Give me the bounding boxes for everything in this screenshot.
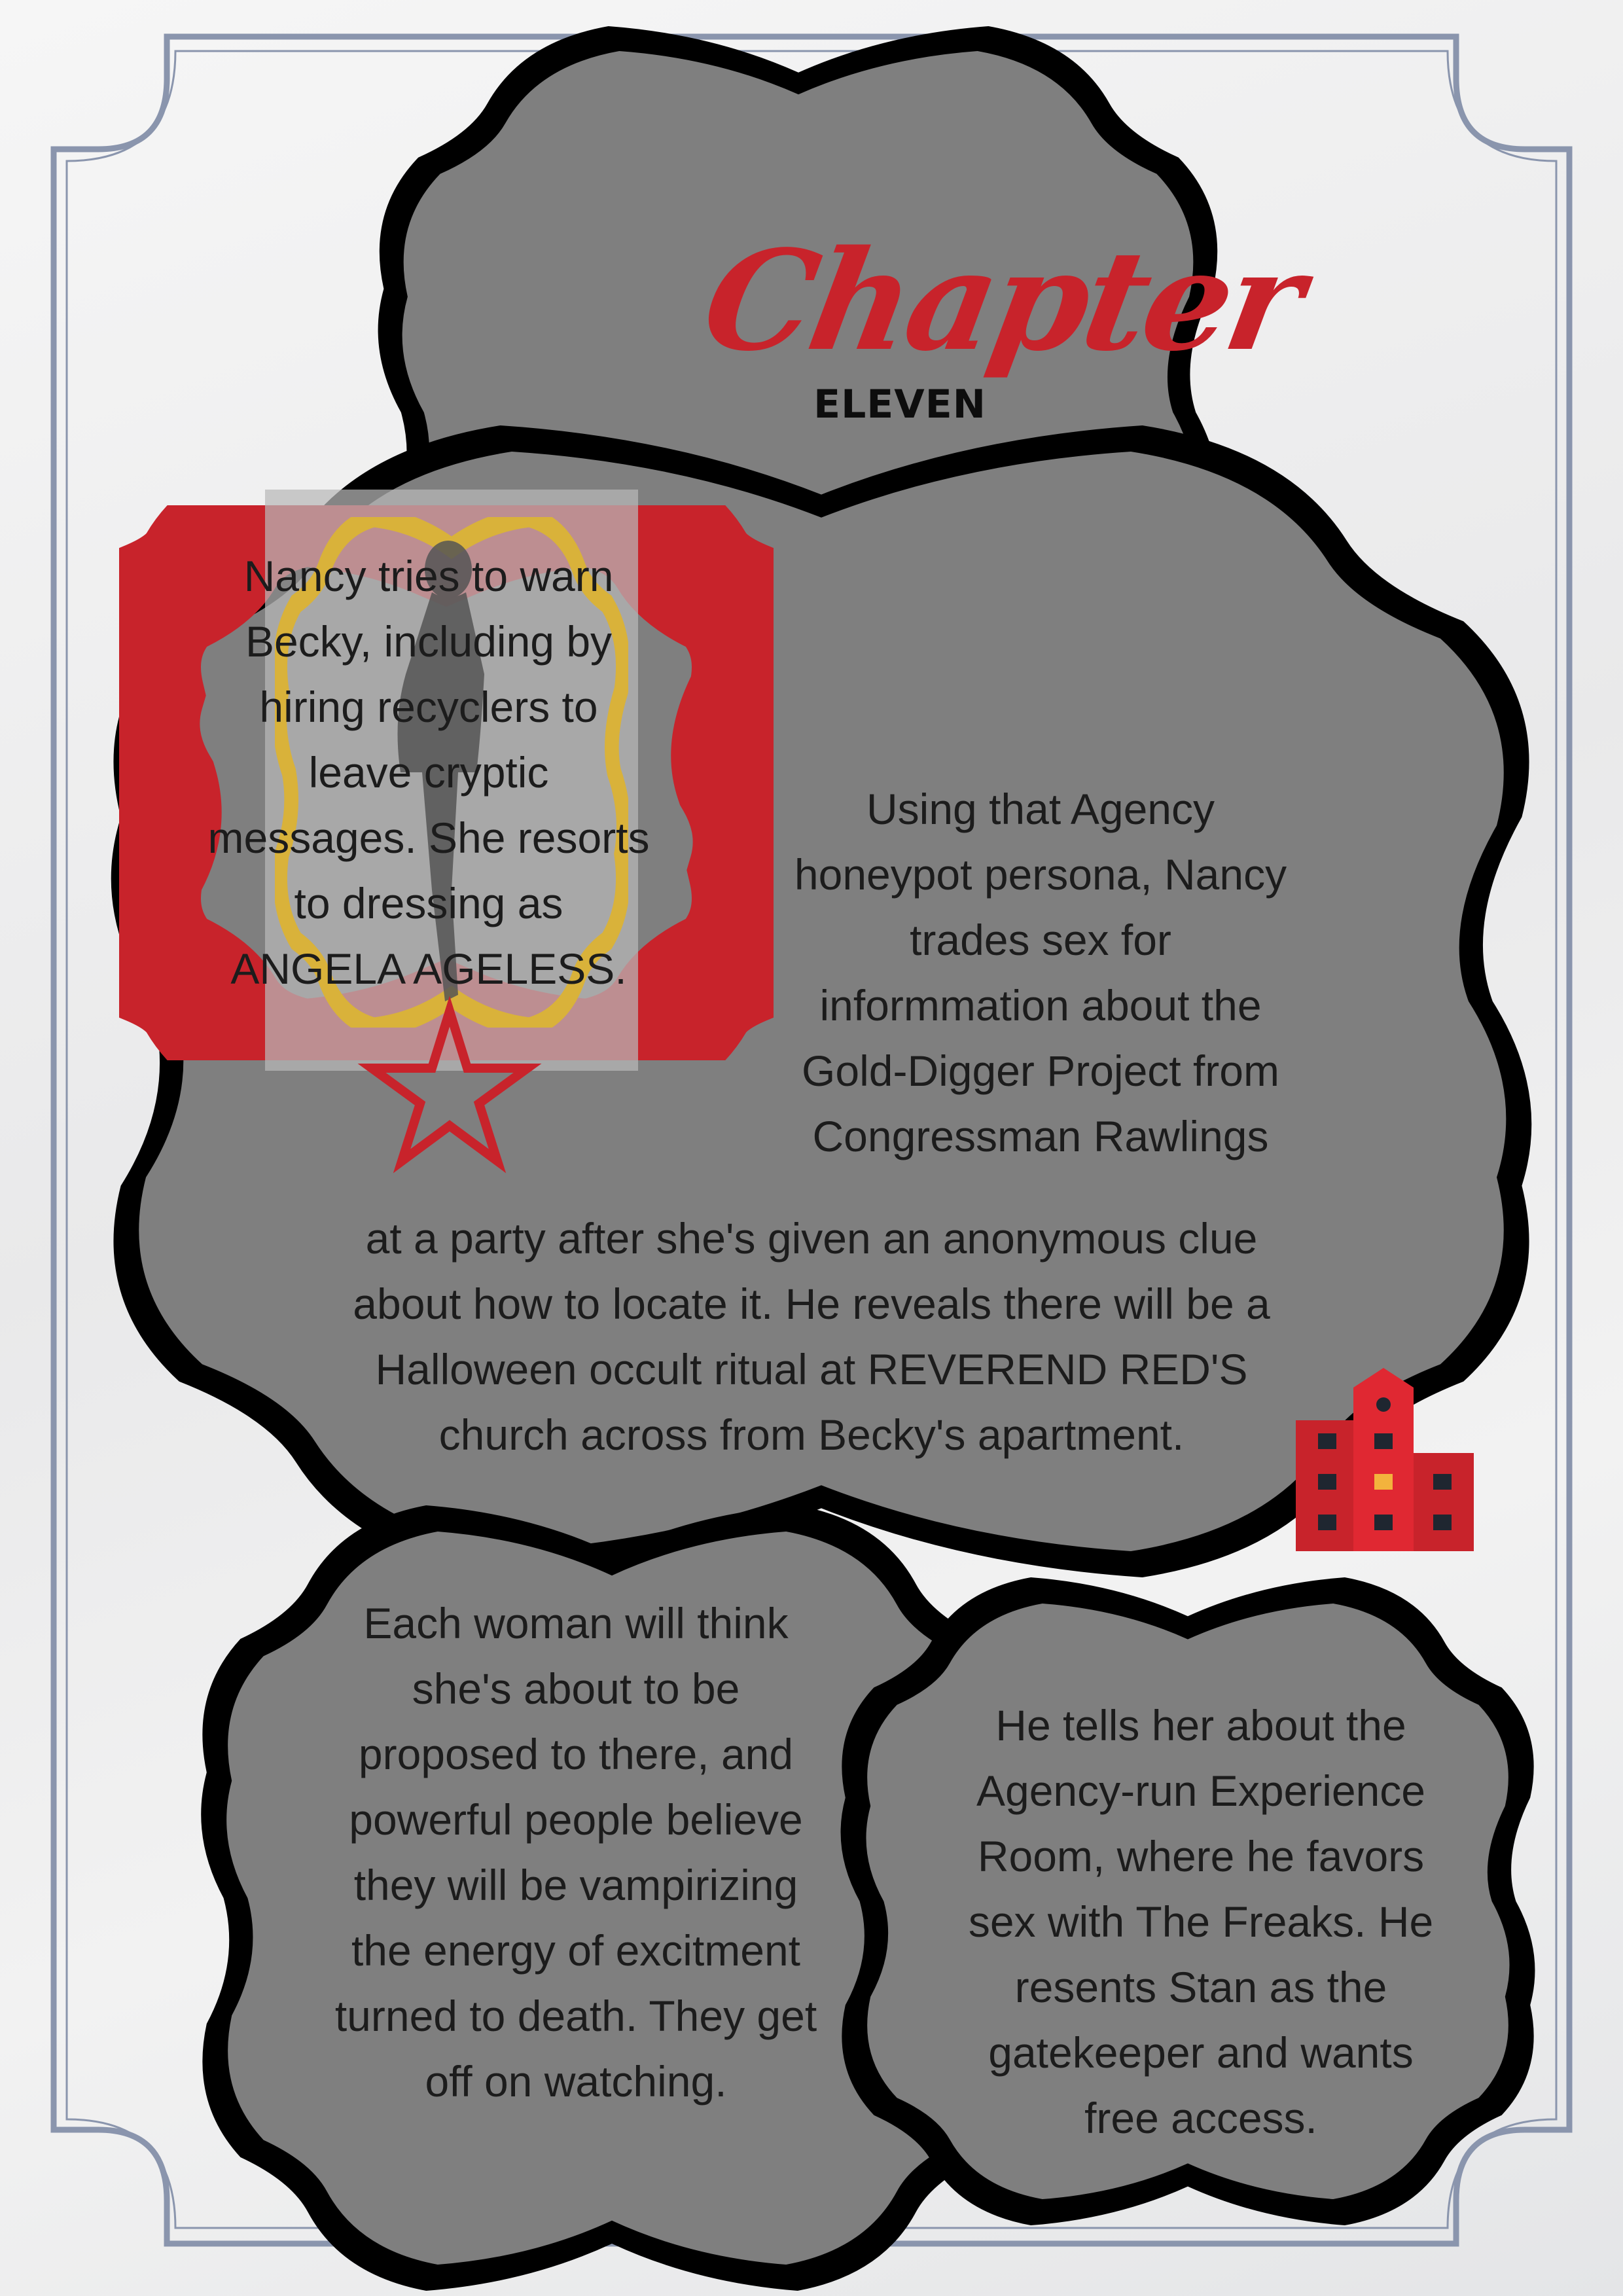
warning-text: Nancy tries to warn Becky, including by hiring recyclers to leave cryptic messages. She resorts to dressing as ANGELA AGELESS. xyxy=(207,552,650,993)
chapter-number: ELEVEN xyxy=(813,382,986,427)
vampire-text: Each woman will think she's about to be proposed to there, and powerful people believe they will be vampirizing the energy of excitment turned to death. They get off on watching. xyxy=(334,1599,817,2106)
party-text: at a party after she's given an anonymous clue about how to locate it. He reveals there will be a Halloween occult ritual at REVEREND RED'S church across from Becky's apartment. xyxy=(353,1214,1270,1459)
chapter-title-script: Chapter xyxy=(692,220,1311,382)
experience-text: He tells her about the Agency-run Experience Room, where he favors sex with The Freaks. He resents Stan as the gatekeeper and wants free access. xyxy=(968,1701,1434,2142)
honeypot-text: Using that Agency honeypot persona, Nancy trades sex for informmation about the Gold-Digger Project from Congressman Rawlings xyxy=(794,785,1287,1160)
